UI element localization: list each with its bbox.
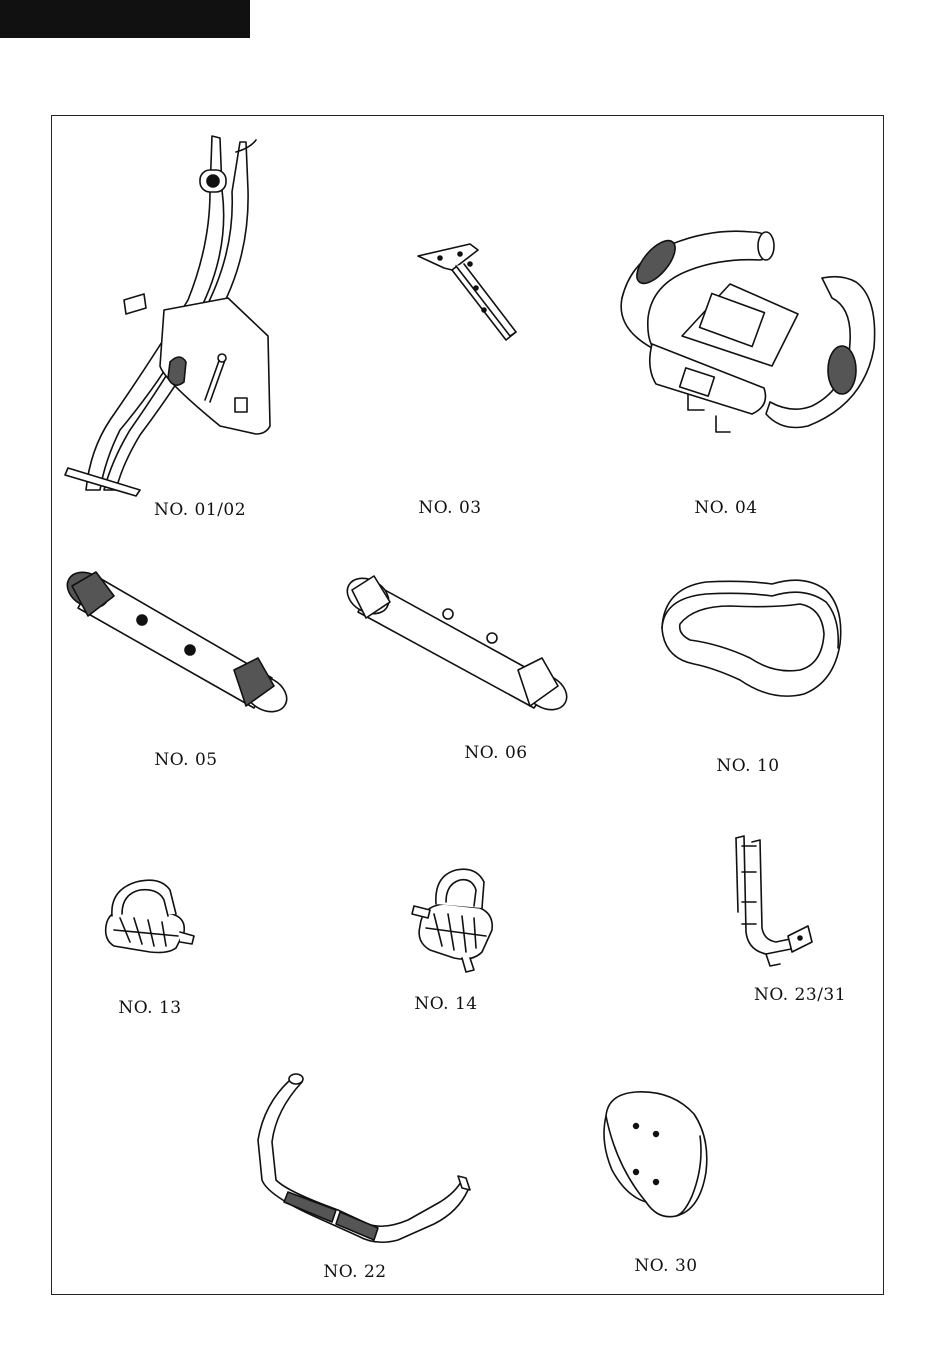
left-pedal-icon (100, 870, 200, 960)
main-frame-icon (60, 130, 280, 500)
handlebar-icon (248, 1070, 472, 1250)
part-label-22: NO. 22 (323, 1262, 387, 1282)
rear-stabilizer-icon (348, 570, 574, 720)
seat-icon (654, 568, 850, 708)
backrest-icon (596, 1086, 712, 1222)
part-label-14: NO. 14 (414, 994, 478, 1014)
front-stabilizer-icon (66, 568, 286, 718)
part-label-13: NO. 13 (118, 998, 182, 1018)
part-label-04: NO. 04 (694, 498, 758, 518)
part-label-03: NO. 03 (418, 498, 482, 518)
part-label-23-31: NO. 23/31 (753, 985, 847, 1005)
part-label-10: NO. 10 (716, 756, 780, 776)
part-label-05: NO. 05 (154, 750, 218, 770)
handlebar-console-icon (612, 218, 882, 448)
header-tab (0, 0, 250, 38)
seat-post-icon (412, 240, 532, 350)
part-label-01-02: NO. 01/02 (153, 500, 247, 520)
part-label-06: NO. 06 (464, 743, 528, 763)
right-pedal-icon (410, 862, 506, 974)
backrest-bracket-icon (726, 832, 822, 972)
part-label-30: NO. 30 (634, 1256, 698, 1276)
